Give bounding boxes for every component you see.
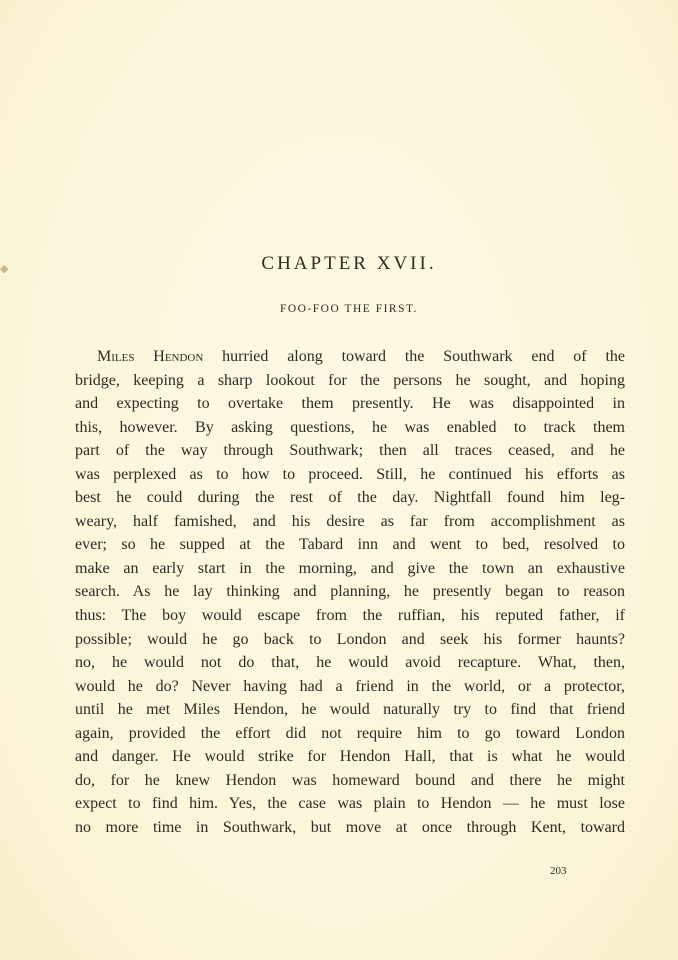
chapter-body-paragraph bbox=[75, 346, 625, 840]
text-line: again, provided the effort did not require him to go toward London bbox=[75, 724, 625, 742]
text-line: do, for he knew Hendon was homeward bound and there he might bbox=[75, 771, 625, 789]
text-line: was perplexed as to how to proceed. Still, he continued his efforts as bbox=[75, 465, 625, 483]
text-line: bridge, keeping a sharp lookout for the persons he sought, and hoping bbox=[75, 371, 625, 389]
text-line: no more time in Southwark, but move at once through Kent, toward bbox=[75, 818, 625, 836]
margin-stain-mark: ◆ bbox=[0, 263, 9, 275]
text-line: no, he would not do that, he would avoid recapture. What, then, bbox=[75, 654, 625, 672]
text-line: thus: The boy would escape from the ruffian, his reputed father, if bbox=[75, 607, 625, 625]
chapter-title: CHAPTER XVII. bbox=[261, 253, 437, 274]
drop-name-small-caps: Miles Hendon bbox=[97, 348, 204, 365]
text-line-rest: hurried along toward the Southwark end of the bbox=[203, 348, 625, 365]
text-line bbox=[75, 346, 625, 370]
text-line: weary, half famished, and his desire as far from accomplishment as bbox=[75, 512, 625, 530]
chapter-subtitle: FOO-FOO THE FIRST. bbox=[279, 303, 419, 315]
text-line: until he met Miles Hendon, he would naturally try to find that friend bbox=[75, 701, 625, 719]
text-line: and danger. He would strike for Hendon Hall, that is what he would bbox=[75, 748, 625, 766]
page-number: 203 bbox=[550, 865, 567, 877]
text-line: this, however. By asking questions, he was enabled to track them bbox=[75, 418, 625, 436]
text-line: expect to find him. Yes, the case was plain to Hendon — he must lose bbox=[75, 795, 625, 813]
text-line: best he could during the rest of the day. Nightfall found him leg- bbox=[75, 489, 625, 507]
text-line: ever; so he supped at the Tabard inn and went to bed, resolved to bbox=[75, 536, 625, 554]
text-line: and expecting to overtake them presently. He was disappointed in bbox=[75, 395, 625, 413]
text-line: possible; would he go back to London and seek his former haunts? bbox=[75, 630, 625, 648]
text-line: make an early start in the morning, and give the town an exhaustive bbox=[75, 559, 625, 577]
text-line: part of the way through Southwark; then all traces ceased, and he bbox=[75, 442, 625, 460]
text-line: would he do? Never having had a friend in the world, or a protector, bbox=[75, 677, 625, 695]
text-line: search. As he lay thinking and planning, he presently began to reason bbox=[75, 583, 625, 601]
